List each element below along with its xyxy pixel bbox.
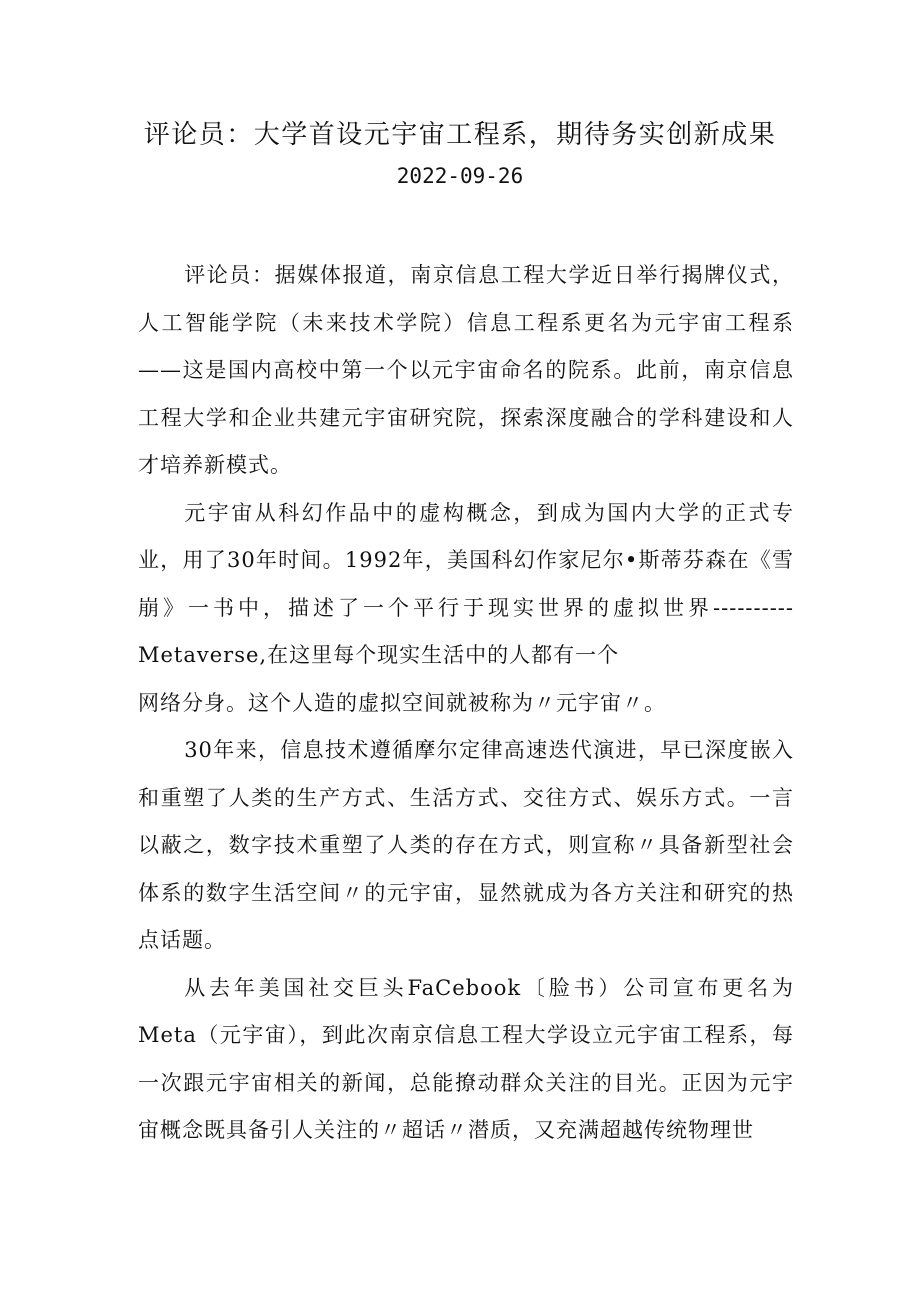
article-body [138,252,794,1155]
paragraph-3: 30年来，信息技术遵循摩尔定律高速迭代演进，早已深度嵌入和重塑了人类的生产方式、生活方式、交往方式、娱乐方式。一言以蔽之，数字技术重塑了人类的存在方式，则宣称〃具备新型社会体系的数字生活空间〃的元宇宙，显然就成为各方关注和研究的热点话题。 [138,738,794,952]
article-date: 2022-09-26 [396,164,524,188]
article-title: 评论员：大学首设元宇宙工程系，期待务实创新成果 [143,120,777,150]
paragraph-4: 从去年美国社交巨头FaCebook〔脸书）公司宣布更名为Meta（元宇宙），到此次南京信息工程大学设立元宇宙工程系，每一次跟元宇宙相关的新闻，总能撩动群众关注的目光。正因为元宇宙概念既具备引人关注的〃超话〃潜质，又充满超越传统物理世 [138,975,794,1142]
paragraph-2: 元宇宙从科幻作品中的虚构概念，到成为国内大学的正式专业，用了30年时间。1992年，美国科幻作家尼尔•斯蒂芬森在《雪崩》一书中，描述了一个平行于现实世界的虚拟世界----------Metaverse,在这里每个现实生活中的人都有一个 网络分身。这个人造的虚拟空间就被称为〃元宇宙〃。 [138,500,794,715]
paragraph-1: 评论员：据媒体报道，南京信息工程大学近日举行揭牌仪式，人工智能学院（未来技术学院）信息工程系更名为元宇宙工程系——这是国内高校中第一个以元宇宙命名的院系。此前，南京信息工程大学和企业共建元宇宙研究院，探索深度融合的学科建设和人才培养新模式。 [138,263,794,477]
